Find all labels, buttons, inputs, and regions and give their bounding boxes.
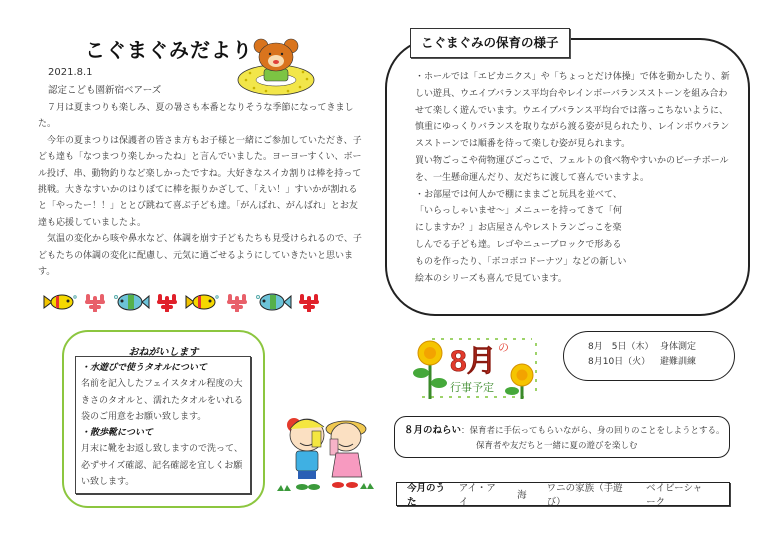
svg-text:の: の [498,342,509,354]
activities-content [415,69,735,287]
request-text-towel: 名前を記入したフェイスタオル程度の大きさのタオルと、濡れたタオルをいれる袋のご用意をお願い致します。 [81,379,244,422]
request-title: おねがいします [128,347,199,358]
activities-paragraph: 買い物ごっこや荷物運びごっこで、フェルトの食べ物やすいかのビーチボールを、一生懸命運んだり、友だちに渡して喜んでいますよ。 [415,155,729,183]
song-item: アイ・アイ [458,483,496,508]
request-heading-towel: ・水遊びで使うタオルについて [81,363,207,373]
request-text-shoes: 月末に靴をお返し致しますので洗って、必ずサイズ確認、記名確認を宜しくお願い致します。 [81,444,243,488]
blue-fish-icon [112,292,150,312]
monthly-songs-box [396,482,730,506]
red-coral-icon [154,292,180,312]
monthly-goal-box [394,416,730,458]
goal-text-2: 保育者や友だちと一緒に夏の遊びを楽しむ [476,441,638,451]
bear-swim-ring-illustration [236,36,316,98]
children-illustration [272,405,377,495]
event-name: 避難訓練 [660,357,697,367]
yellow-fish-icon [184,292,220,312]
blue-fish-icon [254,292,292,312]
request-content [75,356,251,494]
goal-text-1: 保育者に手伝ってもらいながら、身の回りのことをしようとする。 [469,426,725,436]
coral-icon [82,292,108,312]
songs-label: 今月のうた [407,483,446,508]
red-coral-icon [296,292,322,312]
activities-paragraph: ・お部屋では何人かで棚にままごと玩具を並べて、「いらっしゃいませ～」メニューを持ってきて「何にしますか？」お店屋さんやレストランごっこを楽しんでる子ども達。レゴやニューブロックで形あるものを作ったり、「ボコボコドーナツ」などの新しい絵本のシリーズも喜んで見ています。 [415,189,627,284]
body-paragraph: 今年の夏まつりは保護者の皆さま方もお子様と一緒にご参加していただき、子ども達も「なつまつり楽しかったね」と言んでいました。ヨーヨーすくい、ボール投げ、串、動物釣りなど楽しかったですね。大好きなスイカ割りは棒を持って挑戦。大きなすいかのはりぼてに棒を振りかざして、「えい！」すいかが割れると「やったー！！」ととび跳ねて喜ぶ子ども達。「がんばれ、がんばれ」とお友達も応援していましたよ。 [38,135,362,228]
activities-paragraph: ・ホールでは「エビカニクス」や「ちょっとだけ体操」で体を動かしたり、新しい遊具、ウエイブバランス平均台やレインボーバランスストーンを組み合わせて楽しく遊んでいます。ウエイブバランス平均台では落っこちないように、慎重にゆっくりバランスを取りながら渡る姿が見られたり、レインボウバランスストーンでは順番を待って楽しむ姿が見られます。 [415,72,730,150]
song-item: 海 [517,490,527,501]
request-heading-shoes: ・散歩靴について [81,428,153,439]
svg-text:行事予定: 行事予定 [450,382,494,394]
newsletter-body [38,100,363,280]
fish-coral-border [42,289,342,315]
song-item: ベイビーシャーク [646,483,703,508]
goal-separator: ： [461,426,470,436]
yellow-fish-icon [42,292,78,312]
body-paragraph: 気温の変化から咳や鼻水など、体調を崩す子どもたちも見受けられるので、子どもたちの体調の変化に配慮し、元気に過ごせるようにしていきたいと思います。 [38,234,362,278]
august-label: 8月 [450,345,497,378]
activities-title: こぐまぐみの保育の様子 [410,28,570,58]
body-paragraph: ７月は夏まつりも楽しみ、夏の暑さも本番となりそうな季節になってきました。 [38,103,354,130]
event-date: 8月 5日（木） [588,342,654,352]
issue-date: 2021.8.1 [48,67,93,78]
goal-label: ８月のねらい [404,425,462,436]
organization-name: 認定こども園新宿ベアーズ [48,85,162,96]
schedule-row [588,340,734,355]
goal-line-1 [404,423,729,439]
august-events-heading-illustration [412,333,540,401]
schedule-row [588,355,734,370]
event-date: 8月10日（火） [588,357,651,367]
coral-icon [224,292,250,312]
event-name: 身体測定 [660,342,697,352]
newsletter-title: こぐまぐみだより [85,38,253,62]
song-item: ワニの家族（手遊び） [546,483,623,508]
event-schedule [563,331,735,381]
